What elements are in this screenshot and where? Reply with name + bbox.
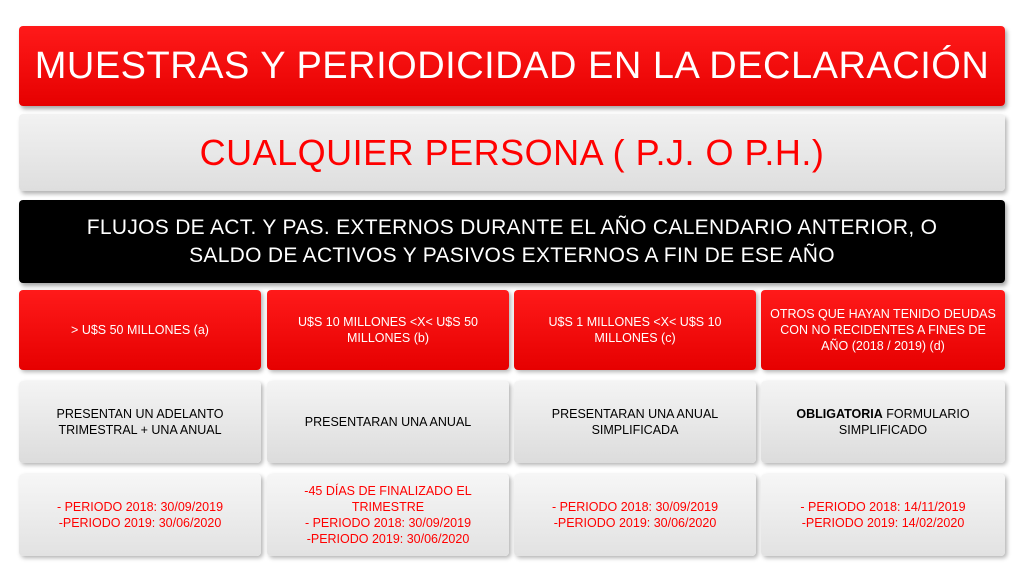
- requirement-cell-b: [267, 381, 509, 463]
- date-text: - PERIODO 2018: 30/09/2019: [56, 500, 224, 514]
- date-text: -PERIODO 2019: 30/06/2020: [58, 516, 222, 530]
- category-text: CON NO RECIDENTES A FINES DE: [780, 323, 986, 337]
- category-text: MILLONES (c): [594, 331, 676, 345]
- flows-banner: [19, 200, 1005, 283]
- date-text: TRIMESTRE: [351, 500, 425, 514]
- category-cell-c: [514, 290, 756, 370]
- dates-cell-d: [761, 474, 1005, 556]
- requirement-bold-text: OBLIGATORIA: [796, 407, 883, 421]
- requirement-text: PRESENTARAN UNA ANUAL: [304, 415, 472, 429]
- category-text: U$S 10 MILLONES <X< U$S 50: [298, 315, 478, 329]
- date-text: -PERIODO 2019: 30/06/2020: [306, 532, 470, 546]
- category-text: AÑO (2018 / 2019) (d): [821, 339, 945, 353]
- date-text: -PERIODO 2019: 14/02/2020: [801, 516, 965, 530]
- date-text: -PERIODO 2019: 30/06/2020: [553, 516, 717, 530]
- title-banner: [19, 26, 1005, 106]
- requirement-text: SIMPLIFICADO: [838, 423, 928, 437]
- requirement-text: PRESENTARAN UNA ANUAL: [551, 407, 719, 421]
- requirement-line: [796, 406, 969, 422]
- category-text: U$S 1 MILLONES <X< U$S 10: [548, 315, 722, 329]
- requirement-text: SIMPLIFICADA: [591, 423, 679, 437]
- category-text: > U$S 50 MILLONES (a): [71, 323, 209, 337]
- requirement-cell-c: [514, 381, 756, 463]
- date-text: - PERIODO 2018: 14/11/2019: [800, 500, 966, 514]
- category-cell-d: [761, 290, 1005, 370]
- requirement-text: TRIMESTRAL + UNA ANUAL: [58, 423, 222, 437]
- dates-cell-a: [19, 474, 261, 556]
- date-text: -45 DÍAS DE FINALIZADO EL: [304, 484, 472, 498]
- category-cell-a: [19, 290, 261, 370]
- requirement-cell-d: [761, 381, 1005, 463]
- flows-text-line-2: SALDO DE ACTIVOS Y PASIVOS EXTERNOS A FIN DE ESE AÑO: [189, 243, 835, 267]
- requirement-cell-a: [19, 381, 261, 463]
- date-text: - PERIODO 2018: 30/09/2019: [304, 516, 472, 530]
- category-text: OTROS QUE HAYAN TENIDO DEUDAS: [770, 307, 996, 321]
- requirement-text: FORMULARIO: [882, 407, 970, 421]
- category-text: MILLONES (b): [347, 331, 429, 345]
- dates-cell-b: [267, 474, 509, 556]
- requirement-text: PRESENTAN UN ADELANTO: [56, 407, 224, 421]
- subtitle-banner: [19, 114, 1005, 191]
- flows-text-line-1: FLUJOS DE ACT. Y PAS. EXTERNOS DURANTE EL AÑO CALENDARIO ANTERIOR, O: [86, 215, 938, 239]
- dates-cell-c: [514, 474, 756, 556]
- page-subtitle: CUALQUIER PERSONA ( P.J. O P.H.): [199, 131, 825, 173]
- date-text: - PERIODO 2018: 30/09/2019: [551, 500, 719, 514]
- page-title: MUESTRAS Y PERIODICIDAD EN LA DECLARACIÓN: [34, 44, 990, 87]
- category-cell-b: [267, 290, 509, 370]
